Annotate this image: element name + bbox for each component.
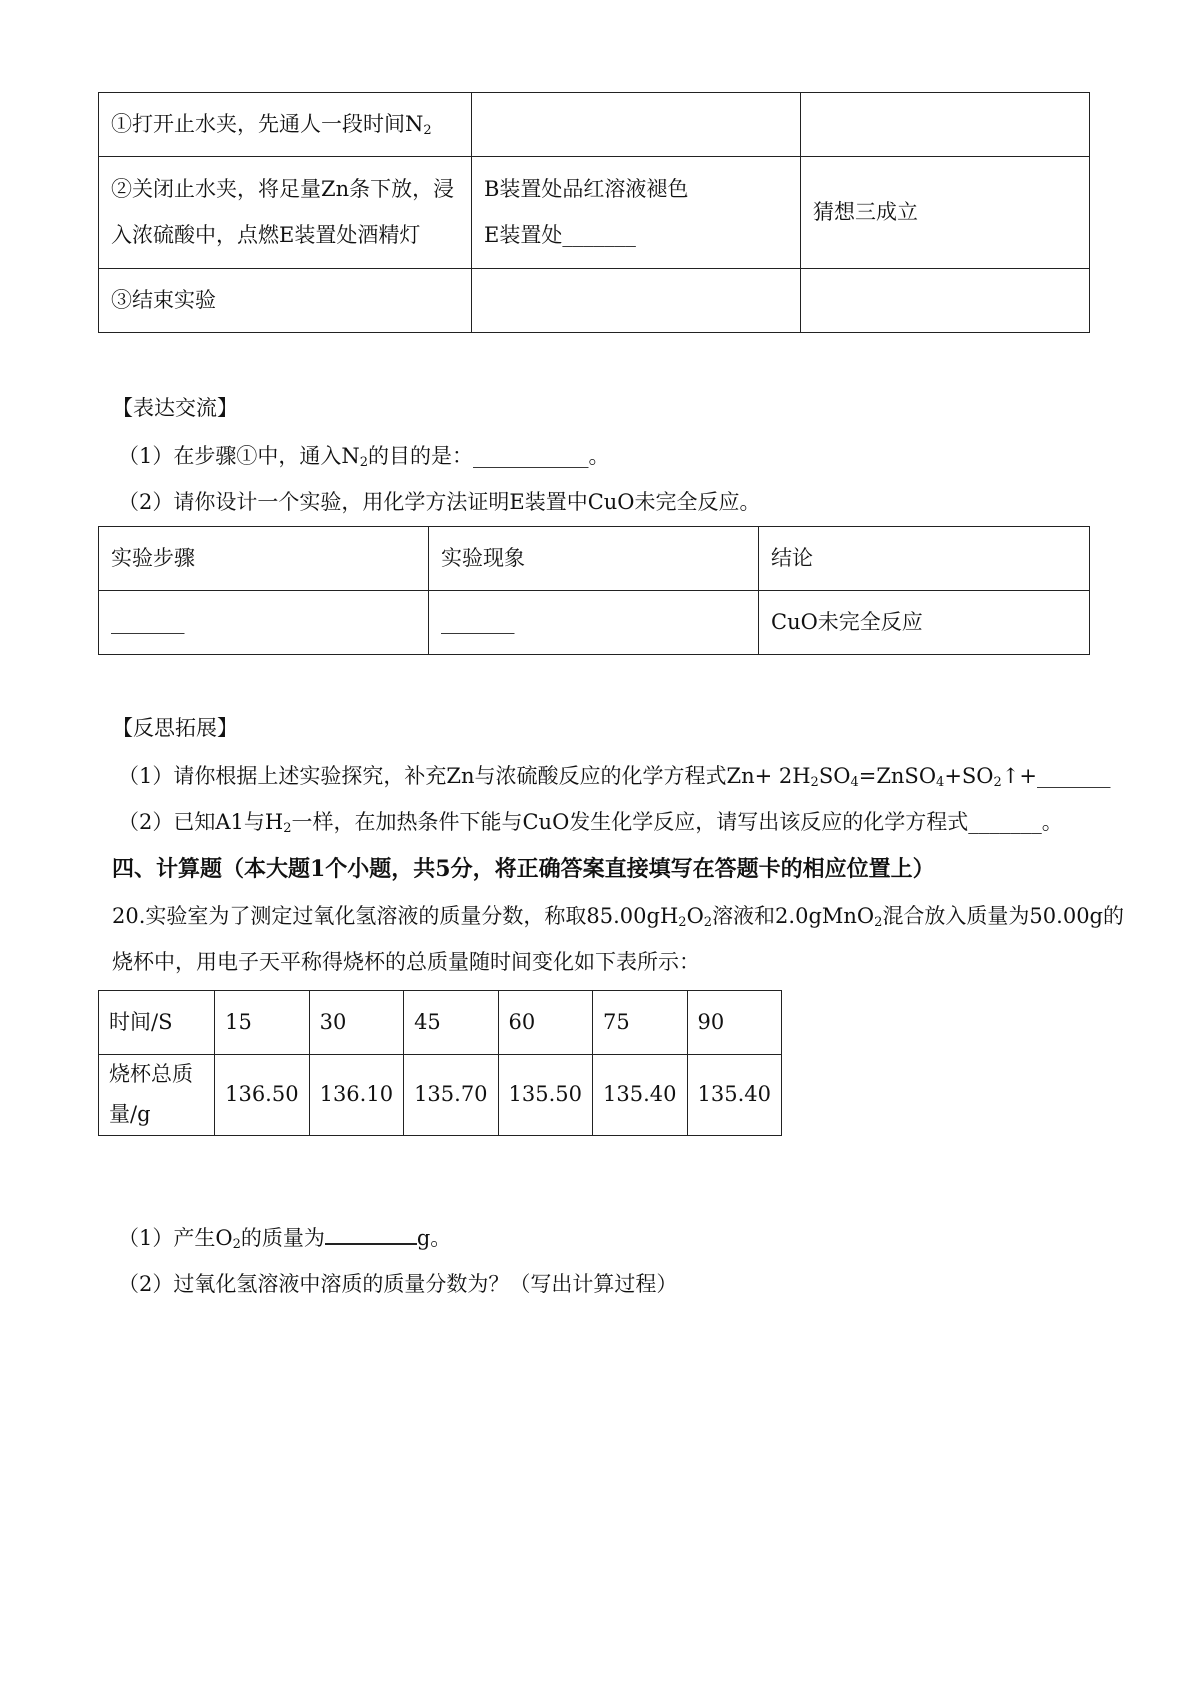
mass-cell: 135.40 <box>593 1055 687 1136</box>
row-label-time: 时间/S <box>99 991 215 1055</box>
text: =ZnSO <box>858 764 937 788</box>
mass-time-table <box>98 990 782 1136</box>
cell-text: ③结束实验 <box>111 287 216 312</box>
text: （2）已知A1与H <box>118 810 284 834</box>
cell-text: 猜想三成立 <box>813 199 918 224</box>
table-header-row <box>99 527 1090 591</box>
subscript: 2 <box>678 915 687 930</box>
subscript: 2 <box>232 1237 241 1252</box>
question-reflection-1 <box>118 764 1111 790</box>
table-header-cell: 实验现象 <box>429 527 759 591</box>
mass-cell: 135.40 <box>687 1055 781 1136</box>
experiment-table <box>98 92 1090 333</box>
table-row-mass <box>99 1055 782 1136</box>
text: （1）产生O <box>118 1226 233 1250</box>
table-header-cell: 结论 <box>759 527 1090 591</box>
subscript: 2 <box>359 455 369 470</box>
text: +SO <box>944 764 994 788</box>
text: O <box>686 904 704 928</box>
text: 的目的是：___________。 <box>368 444 610 468</box>
table-cell <box>801 93 1090 157</box>
subscript: 4 <box>850 775 859 790</box>
question-expression-2: （2）请你设计一个实验，用化学方法证明E装置中CuO未完全反应。 <box>118 490 761 514</box>
cell-text: B装置处品红溶液褪色 <box>484 177 689 202</box>
row-label-mass: 烧杯总质量/g <box>99 1055 215 1136</box>
table-cell <box>472 269 801 333</box>
subscript: 2 <box>423 122 432 138</box>
subscript: 2 <box>283 821 292 836</box>
cell-text: E装置处_______ <box>484 222 636 247</box>
cell-text: ①打开止水夹，先通人一段时间N <box>111 111 424 136</box>
table-row <box>99 93 1090 157</box>
time-cell: 75 <box>593 991 687 1055</box>
cell-text: 入浓硫酸中，点燃E装置处酒精灯 <box>111 222 421 247</box>
verification-table <box>98 526 1090 655</box>
question-20-line1 <box>112 904 1124 930</box>
time-cell: 30 <box>309 991 403 1055</box>
text: ↑+_______ <box>1001 764 1111 788</box>
mass-cell: 135.50 <box>498 1055 592 1136</box>
text: 溶液和2.0gMnO <box>712 904 875 928</box>
table-cell <box>99 157 472 269</box>
table-row <box>99 269 1090 333</box>
table-cell <box>472 93 801 157</box>
section-heading-calculation: 四、计算题（本大题1个小题，共5分，将正确答案直接填写在答题卡的相应位置上） <box>112 856 935 882</box>
text: （1）在步骤①中，通入N <box>118 444 360 468</box>
question-20-line2: 烧杯中，用电子天平称得烧杯的总质量随时间变化如下表所示： <box>112 950 700 974</box>
table-cell <box>99 269 472 333</box>
mass-cell: 135.70 <box>404 1055 498 1136</box>
table-row-time <box>99 991 782 1055</box>
table-cell <box>801 269 1090 333</box>
table-cell: CuO未完全反应 <box>759 591 1090 655</box>
table-cell: _______ <box>429 591 759 655</box>
table-cell: _______ <box>99 591 429 655</box>
text: （1）请你根据上述实验探究，补充Zn与浓硫酸反应的化学方程式Zn+ 2H <box>118 764 811 788</box>
subscript: 2 <box>993 775 1002 790</box>
subscript: 4 <box>936 775 945 790</box>
sub-question-1 <box>118 1226 452 1252</box>
time-cell: 90 <box>687 991 781 1055</box>
table-row <box>99 591 1090 655</box>
mass-cell: 136.50 <box>215 1055 309 1136</box>
time-cell: 60 <box>498 991 592 1055</box>
table-header-cell: 实验步骤 <box>99 527 429 591</box>
question-reflection-2 <box>118 810 1063 836</box>
table-cell <box>472 157 801 269</box>
subscript: 2 <box>703 915 713 930</box>
time-cell: 15 <box>215 991 309 1055</box>
answer-blank <box>325 1242 417 1245</box>
text: 的质量为 <box>240 1226 325 1250</box>
section-title-expression: 【表达交流】 <box>112 396 238 420</box>
subscript: 2 <box>874 915 883 930</box>
question-expression-1 <box>118 444 610 470</box>
table-cell <box>801 157 1090 269</box>
text: SO <box>818 764 851 788</box>
section-title-reflection: 【反思拓展】 <box>112 716 238 740</box>
text: 20.实验室为了测定过氧化氢溶液的质量分数，称取85.00gH <box>112 904 679 928</box>
text: 一样，在加热条件下能与CuO发生化学反应，请写出该反应的化学方程式_______。 <box>291 810 1063 834</box>
sub-question-2: （2）过氧化氢溶液中溶质的质量分数为？（写出计算过程） <box>118 1272 678 1296</box>
text: g。 <box>416 1226 452 1250</box>
table-cell <box>99 93 472 157</box>
text: 混合放入质量为50.00g的 <box>882 904 1124 928</box>
mass-cell: 136.10 <box>309 1055 403 1136</box>
time-cell: 45 <box>404 991 498 1055</box>
table-row <box>99 157 1090 269</box>
subscript: 2 <box>810 775 819 790</box>
cell-text: ②关闭止水夹，将足量Zn条下放，浸 <box>111 177 455 202</box>
